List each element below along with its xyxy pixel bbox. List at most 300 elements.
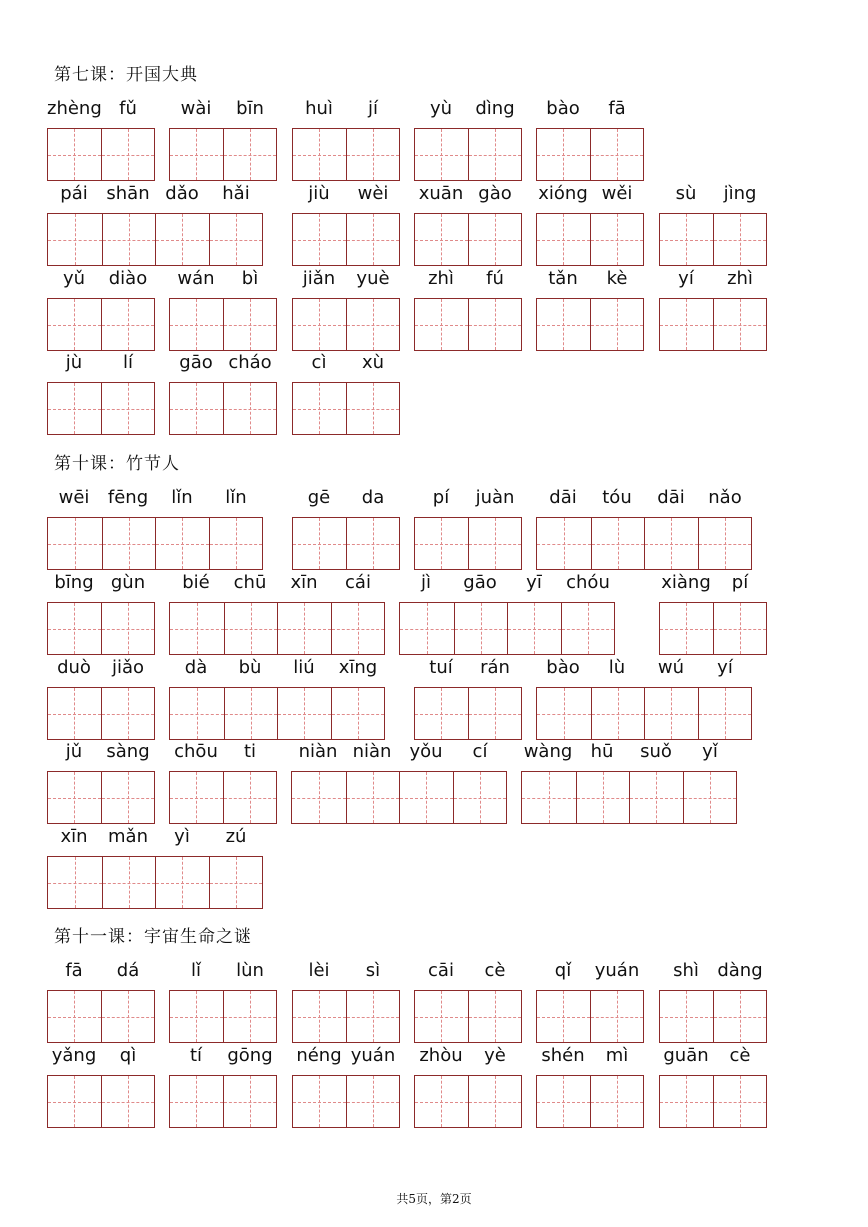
- writing-grid: [414, 298, 522, 351]
- pinyin-row: [47, 655, 155, 681]
- pinyin-label: liú: [293, 657, 315, 678]
- word-group: [536, 958, 644, 1043]
- pinyin-label: lù: [608, 657, 626, 678]
- pinyin-row: [47, 739, 155, 765]
- pinyin-label: xīn: [60, 826, 88, 847]
- writing-box[interactable]: [170, 603, 224, 654]
- pinyin-label: wàng: [523, 741, 573, 762]
- writing-box[interactable]: [48, 991, 101, 1042]
- writing-box[interactable]: [292, 772, 346, 823]
- pinyin-label: gào: [478, 183, 512, 204]
- pinyin-row: [659, 1043, 767, 1069]
- writing-box[interactable]: [415, 299, 468, 350]
- writing-box[interactable]: [415, 129, 468, 180]
- pinyin-label: lǐ: [190, 960, 201, 981]
- word-group: [169, 1043, 277, 1128]
- pinyin-row: [47, 266, 155, 292]
- pinyin-label: dìng: [475, 98, 515, 119]
- pinyin-label: yí: [678, 268, 694, 289]
- word-group: [292, 266, 400, 351]
- writing-box[interactable]: [48, 688, 101, 739]
- writing-box[interactable]: [346, 214, 399, 265]
- writing-box[interactable]: [537, 1076, 590, 1127]
- pinyin-row: [292, 350, 400, 376]
- pinyin-label: chū: [233, 572, 267, 593]
- writing-box[interactable]: [346, 299, 399, 350]
- word-group: [169, 958, 277, 1043]
- writing-box[interactable]: [415, 688, 468, 739]
- pinyin-row: [659, 181, 767, 207]
- pinyin-label: zú: [225, 826, 247, 847]
- word-group: [536, 485, 752, 570]
- pinyin-row: [536, 96, 644, 122]
- writing-box[interactable]: [590, 129, 643, 180]
- word-group: [414, 266, 522, 351]
- pinyin-row: [169, 655, 385, 681]
- writing-box[interactable]: [101, 129, 154, 180]
- pinyin-label: lǐn: [225, 487, 247, 508]
- writing-box[interactable]: [293, 299, 346, 350]
- pinyin-label: tóu: [602, 487, 632, 508]
- pinyin-label: mǎn: [108, 826, 148, 847]
- pinyin-row: [536, 655, 752, 681]
- word-group: [659, 181, 767, 266]
- writing-grid: [536, 990, 644, 1043]
- pinyin-label: yuán: [350, 1045, 396, 1066]
- writing-box[interactable]: [223, 772, 276, 823]
- writing-box[interactable]: [522, 772, 576, 823]
- writing-box[interactable]: [660, 603, 713, 654]
- writing-box[interactable]: [102, 214, 156, 265]
- pinyin-label: cāi: [428, 960, 454, 981]
- word-group: [292, 96, 400, 181]
- writing-box[interactable]: [683, 772, 737, 823]
- writing-box[interactable]: [629, 772, 683, 823]
- writing-box[interactable]: [209, 857, 263, 908]
- writing-box[interactable]: [48, 772, 101, 823]
- word-group: [47, 824, 263, 909]
- writing-grid: [536, 687, 752, 740]
- pinyin-label: lí: [122, 352, 133, 373]
- writing-box[interactable]: [223, 383, 276, 434]
- writing-box[interactable]: [468, 688, 521, 739]
- writing-grid: [414, 128, 522, 181]
- writing-box[interactable]: [293, 383, 346, 434]
- pinyin-label: qǐ: [554, 960, 572, 981]
- writing-box[interactable]: [293, 214, 346, 265]
- pinyin-label: wài: [180, 98, 212, 119]
- pinyin-label: hǎi: [222, 183, 250, 204]
- word-group: [292, 485, 400, 570]
- writing-grid: [399, 602, 615, 655]
- writing-box[interactable]: [48, 518, 102, 569]
- writing-box[interactable]: [346, 518, 399, 569]
- writing-grid: [47, 687, 155, 740]
- writing-box[interactable]: [170, 383, 223, 434]
- writing-box[interactable]: [400, 603, 454, 654]
- writing-box[interactable]: [170, 299, 223, 350]
- writing-box[interactable]: [170, 991, 223, 1042]
- writing-box[interactable]: [101, 991, 154, 1042]
- writing-box[interactable]: [331, 688, 385, 739]
- writing-box[interactable]: [507, 603, 561, 654]
- pinyin-row: [414, 958, 522, 984]
- writing-grid: [292, 517, 400, 570]
- pinyin-label: yǒu: [409, 741, 443, 762]
- word-group: [292, 350, 400, 435]
- writing-grid: [169, 1075, 277, 1128]
- writing-grid: [169, 128, 277, 181]
- pinyin-label: dǎo: [165, 183, 199, 204]
- pinyin-row: [47, 181, 263, 207]
- word-group: [536, 266, 644, 351]
- pinyin-label: fā: [65, 960, 83, 981]
- pinyin-label: lǐn: [171, 487, 193, 508]
- writing-box[interactable]: [48, 603, 101, 654]
- pinyin-label: dàng: [717, 960, 763, 981]
- pinyin-label: jiǎo: [111, 657, 145, 678]
- pinyin-row: [659, 570, 767, 596]
- writing-box[interactable]: [48, 857, 102, 908]
- writing-box[interactable]: [101, 383, 154, 434]
- pinyin-label: jǔ: [65, 741, 83, 762]
- pinyin-row: [659, 958, 767, 984]
- writing-box[interactable]: [101, 299, 154, 350]
- writing-grid: [291, 771, 507, 824]
- pinyin-label: pí: [432, 487, 450, 508]
- writing-box[interactable]: [537, 688, 591, 739]
- pinyin-label: chóu: [566, 572, 610, 593]
- pinyin-row: [414, 266, 522, 292]
- pinyin-label: lùn: [236, 960, 264, 981]
- pinyin-row: [414, 1043, 522, 1069]
- writing-box[interactable]: [415, 991, 468, 1042]
- pinyin-row: [414, 655, 522, 681]
- pinyin-row: [292, 266, 400, 292]
- writing-box[interactable]: [101, 688, 154, 739]
- pinyin-row: [536, 181, 644, 207]
- pinyin-label: wěi: [601, 183, 633, 204]
- writing-box[interactable]: [346, 383, 399, 434]
- writing-grid: [536, 298, 644, 351]
- writing-grid: [47, 602, 155, 655]
- pinyin-label: dá: [116, 960, 140, 981]
- word-group: [414, 485, 522, 570]
- writing-grid: [47, 213, 263, 266]
- writing-box[interactable]: [277, 688, 331, 739]
- writing-box[interactable]: [468, 1076, 521, 1127]
- writing-box[interactable]: [101, 772, 154, 823]
- writing-box[interactable]: [644, 518, 698, 569]
- word-group: [292, 958, 400, 1043]
- pinyin-label: jí: [367, 98, 378, 119]
- word-group: [536, 1043, 644, 1128]
- pinyin-row: [536, 1043, 644, 1069]
- writing-box[interactable]: [155, 857, 209, 908]
- writing-box[interactable]: [209, 518, 263, 569]
- pinyin-row: [292, 96, 400, 122]
- pinyin-label: gāo: [463, 572, 497, 593]
- pinyin-row: [536, 266, 644, 292]
- pinyin-row: [47, 96, 155, 122]
- writing-box[interactable]: [713, 991, 766, 1042]
- writing-box[interactable]: [537, 518, 591, 569]
- word-group: [47, 350, 155, 435]
- writing-box[interactable]: [293, 129, 346, 180]
- pinyin-row: [414, 485, 522, 511]
- writing-box[interactable]: [713, 603, 766, 654]
- pinyin-label: yù: [429, 98, 453, 119]
- writing-box[interactable]: [170, 688, 224, 739]
- pinyin-row: [414, 181, 522, 207]
- writing-box[interactable]: [644, 688, 698, 739]
- pinyin-label: fēng: [107, 487, 149, 508]
- writing-box[interactable]: [48, 383, 101, 434]
- writing-box[interactable]: [224, 688, 278, 739]
- writing-box[interactable]: [102, 857, 156, 908]
- writing-box[interactable]: [713, 214, 766, 265]
- writing-box[interactable]: [576, 772, 630, 823]
- word-group: [292, 1043, 400, 1128]
- writing-box[interactable]: [537, 129, 590, 180]
- writing-grid: [292, 1075, 400, 1128]
- writing-box[interactable]: [170, 129, 223, 180]
- pinyin-label: wú: [657, 657, 685, 678]
- pinyin-label: chōu: [174, 741, 218, 762]
- writing-box[interactable]: [223, 299, 276, 350]
- pinyin-label: jìng: [723, 183, 757, 204]
- pinyin-label: cè: [484, 960, 506, 981]
- writing-grid: [292, 128, 400, 181]
- pinyin-label: néng: [296, 1045, 342, 1066]
- pinyin-label: ti: [243, 741, 257, 762]
- writing-box[interactable]: [660, 991, 713, 1042]
- writing-box[interactable]: [590, 214, 643, 265]
- pinyin-label: tí: [189, 1045, 203, 1066]
- pinyin-label: xīng: [338, 657, 378, 678]
- pinyin-label: gāo: [179, 352, 213, 373]
- pinyin-label: cái: [345, 572, 371, 593]
- writing-box[interactable]: [698, 518, 752, 569]
- pinyin-label: xiàng: [661, 572, 711, 593]
- writing-box[interactable]: [277, 603, 331, 654]
- pinyin-row: [169, 266, 277, 292]
- writing-box[interactable]: [48, 299, 101, 350]
- pinyin-label: shān: [106, 183, 150, 204]
- word-group: [414, 96, 522, 181]
- pinyin-label: niàn: [352, 741, 392, 762]
- writing-box[interactable]: [155, 518, 209, 569]
- pinyin-label: juàn: [475, 487, 515, 508]
- writing-box[interactable]: [415, 214, 468, 265]
- writing-box[interactable]: [415, 1076, 468, 1127]
- writing-box[interactable]: [170, 772, 223, 823]
- writing-box[interactable]: [698, 688, 752, 739]
- pinyin-label: bì: [241, 268, 259, 289]
- pinyin-label: fǔ: [119, 98, 137, 119]
- writing-box[interactable]: [399, 772, 453, 823]
- word-group: [47, 1043, 155, 1128]
- writing-box[interactable]: [48, 1076, 101, 1127]
- word-group: [292, 181, 400, 266]
- word-group: [169, 739, 277, 824]
- writing-box[interactable]: [468, 299, 521, 350]
- writing-box[interactable]: [293, 991, 346, 1042]
- writing-box[interactable]: [660, 214, 713, 265]
- pinyin-label: fú: [486, 268, 504, 289]
- writing-grid: [414, 517, 522, 570]
- writing-grid: [536, 128, 644, 181]
- writing-box[interactable]: [660, 299, 713, 350]
- writing-grid: [659, 990, 767, 1043]
- writing-box[interactable]: [537, 214, 590, 265]
- pinyin-label: bào: [546, 98, 580, 119]
- writing-grid: [414, 213, 522, 266]
- pinyin-label: dà: [184, 657, 208, 678]
- pinyin-row: [536, 958, 644, 984]
- word-group: [169, 570, 385, 655]
- pinyin-label: suǒ: [640, 741, 672, 762]
- pinyin-label: fā: [608, 98, 626, 119]
- writing-box[interactable]: [346, 991, 399, 1042]
- word-group: [169, 655, 385, 740]
- lesson-title: 第十一课：宇宙生命之谜: [54, 927, 252, 947]
- word-group: [414, 1043, 522, 1128]
- pinyin-label: xuān: [418, 183, 464, 204]
- writing-box[interactable]: [48, 129, 101, 180]
- writing-box[interactable]: [48, 214, 102, 265]
- pinyin-row: [292, 181, 400, 207]
- pinyin-label: kè: [606, 268, 628, 289]
- pinyin-label: zhì: [428, 268, 454, 289]
- pinyin-label: jiù: [308, 183, 330, 204]
- writing-box[interactable]: [453, 772, 507, 823]
- writing-box[interactable]: [591, 518, 645, 569]
- writing-box[interactable]: [101, 603, 154, 654]
- writing-grid: [292, 990, 400, 1043]
- word-group: [659, 266, 767, 351]
- pinyin-label: yǐ: [702, 741, 718, 762]
- word-group: [47, 181, 263, 266]
- writing-grid: [47, 990, 155, 1043]
- writing-grid: [47, 128, 155, 181]
- writing-box[interactable]: [101, 1076, 154, 1127]
- pinyin-label: yǔ: [62, 268, 86, 289]
- writing-grid: [47, 1075, 155, 1128]
- writing-grid: [414, 687, 522, 740]
- pinyin-label: bīn: [236, 98, 264, 119]
- pinyin-row: [291, 739, 507, 765]
- pinyin-label: sì: [365, 960, 381, 981]
- lesson-title: 第十课：竹节人: [54, 454, 180, 474]
- writing-box[interactable]: [346, 1076, 399, 1127]
- writing-box[interactable]: [346, 772, 400, 823]
- writing-box[interactable]: [415, 518, 468, 569]
- writing-box[interactable]: [713, 299, 766, 350]
- pinyin-label: zhì: [727, 268, 753, 289]
- writing-box[interactable]: [155, 214, 209, 265]
- writing-grid: [292, 382, 400, 435]
- word-group: [536, 181, 644, 266]
- pinyin-label: tǎn: [548, 268, 578, 289]
- writing-box[interactable]: [102, 518, 156, 569]
- writing-box[interactable]: [561, 603, 615, 654]
- page-footer: 共5页，第2页: [396, 1192, 472, 1206]
- writing-box[interactable]: [331, 603, 385, 654]
- writing-box[interactable]: [293, 518, 346, 569]
- writing-box[interactable]: [170, 1076, 223, 1127]
- pinyin-label: yuè: [356, 268, 390, 289]
- writing-box[interactable]: [468, 214, 521, 265]
- pinyin-row: [292, 1043, 400, 1069]
- lesson-title: 第七课：开国大典: [54, 65, 198, 85]
- writing-box[interactable]: [209, 214, 263, 265]
- pinyin-label: wēi: [58, 487, 90, 508]
- writing-box[interactable]: [591, 688, 645, 739]
- pinyin-label: lèi: [308, 960, 330, 981]
- pinyin-label: yì: [174, 826, 190, 847]
- writing-grid: [169, 990, 277, 1043]
- word-group: [47, 96, 155, 181]
- writing-grid: [659, 298, 767, 351]
- pinyin-label: cháo: [228, 352, 272, 373]
- pinyin-row: [47, 485, 263, 511]
- pinyin-label: dāi: [657, 487, 685, 508]
- writing-grid: [47, 771, 155, 824]
- writing-box[interactable]: [468, 129, 521, 180]
- writing-box[interactable]: [660, 1076, 713, 1127]
- pinyin-label: yè: [484, 1045, 506, 1066]
- pinyin-label: bù: [238, 657, 262, 678]
- writing-box[interactable]: [590, 1076, 643, 1127]
- pinyin-label: zhèng: [47, 98, 102, 119]
- pinyin-label: yǎng: [51, 1045, 97, 1066]
- writing-box[interactable]: [346, 129, 399, 180]
- writing-grid: [536, 213, 644, 266]
- writing-box[interactable]: [224, 603, 278, 654]
- pinyin-label: wèi: [357, 183, 389, 204]
- word-group: [47, 570, 155, 655]
- writing-box[interactable]: [590, 299, 643, 350]
- writing-grid: [47, 856, 263, 909]
- pinyin-label: shén: [541, 1045, 585, 1066]
- writing-box[interactable]: [713, 1076, 766, 1127]
- word-group: [47, 485, 263, 570]
- word-group: [47, 266, 155, 351]
- pinyin-label: cè: [729, 1045, 751, 1066]
- pinyin-row: [292, 958, 400, 984]
- word-group: [659, 958, 767, 1043]
- pinyin-label: pí: [731, 572, 749, 593]
- writing-box[interactable]: [293, 1076, 346, 1127]
- pinyin-label: wán: [177, 268, 215, 289]
- writing-grid: [536, 517, 752, 570]
- writing-box[interactable]: [537, 991, 590, 1042]
- writing-box[interactable]: [223, 129, 276, 180]
- writing-box[interactable]: [223, 991, 276, 1042]
- writing-box[interactable]: [590, 991, 643, 1042]
- writing-box[interactable]: [454, 603, 508, 654]
- writing-box[interactable]: [223, 1076, 276, 1127]
- writing-box[interactable]: [468, 518, 521, 569]
- pinyin-row: [169, 350, 277, 376]
- word-group: [536, 655, 752, 740]
- pinyin-row: [47, 350, 155, 376]
- writing-box[interactable]: [537, 299, 590, 350]
- word-group: [536, 96, 644, 181]
- pinyin-label: yí: [717, 657, 733, 678]
- writing-box[interactable]: [468, 991, 521, 1042]
